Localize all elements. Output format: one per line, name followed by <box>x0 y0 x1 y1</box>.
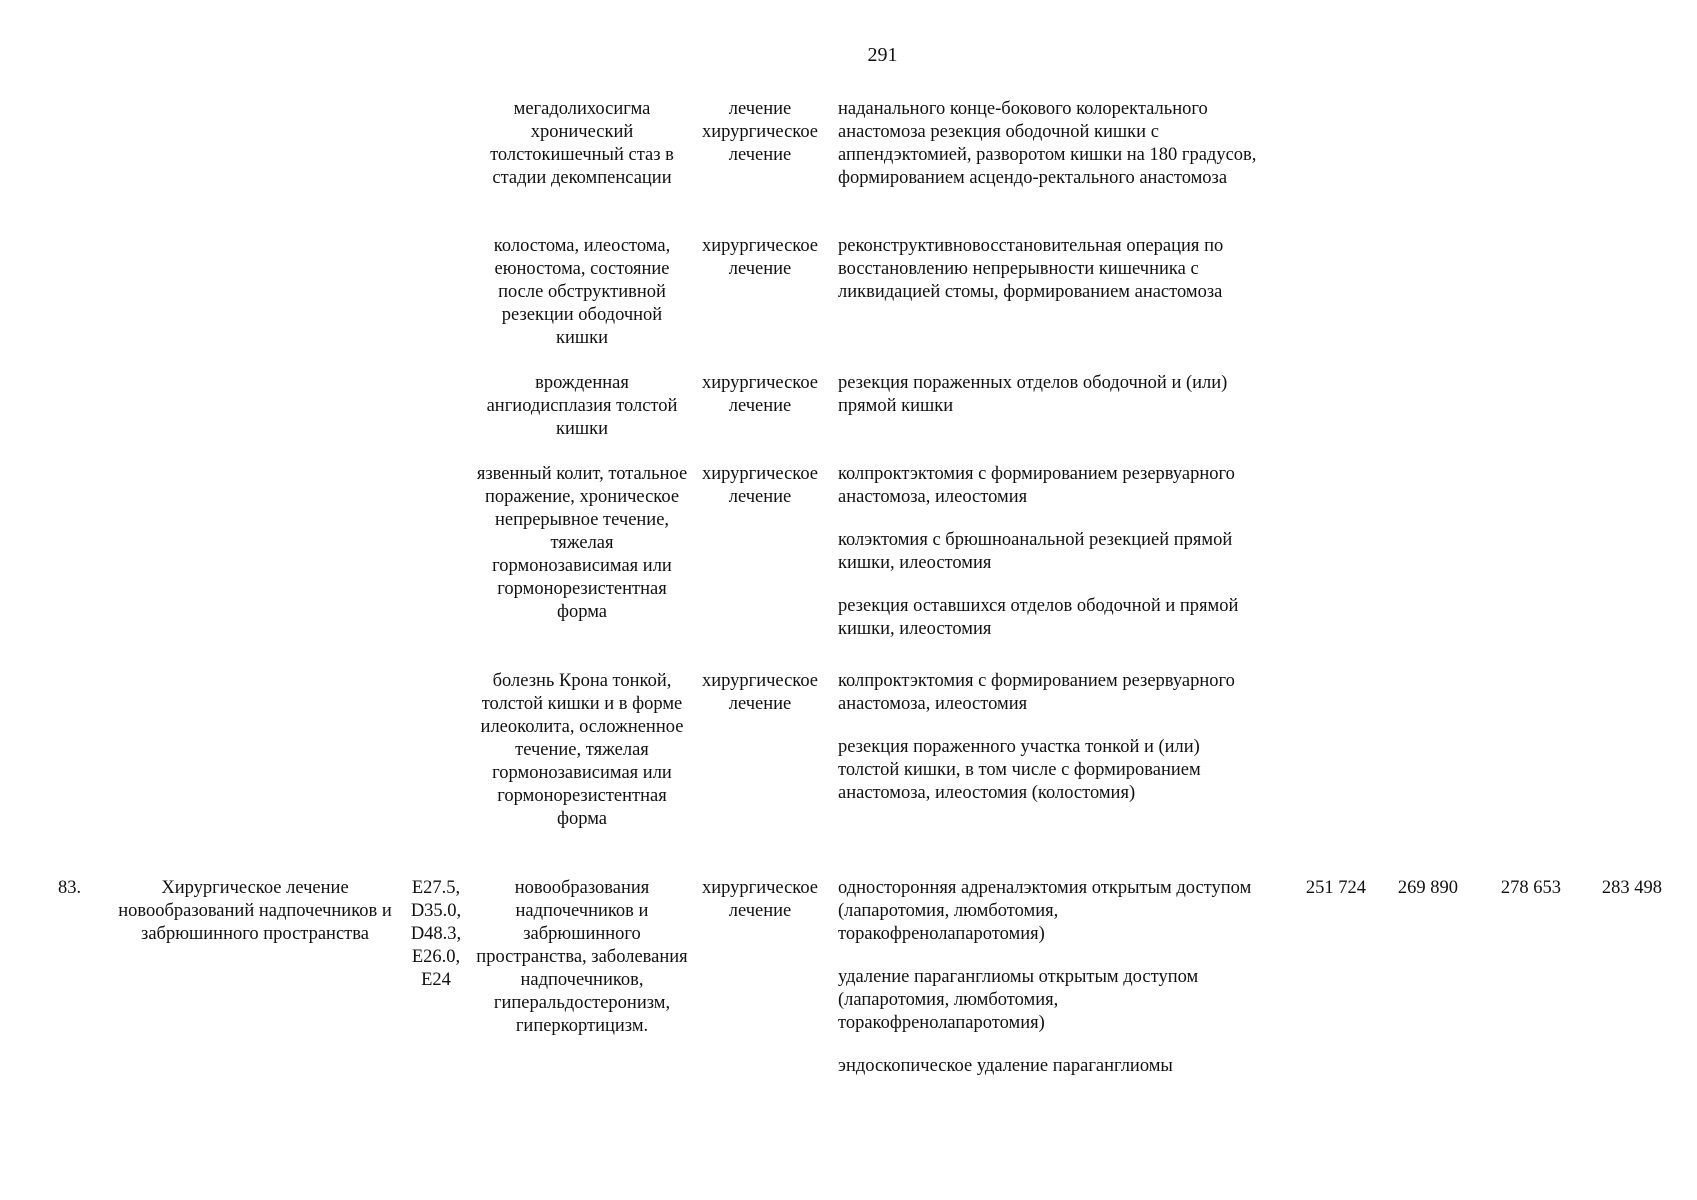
methods-cell <box>838 98 1258 190</box>
disease-cell: болезнь Крона тонкой, толстой кишки и в форме илеоколита, осложненное течение, тяжелая гормонозависимая или гормонорезистентная форма <box>480 671 684 829</box>
page-number: 291 <box>867 44 898 66</box>
treatment-cell: хирургическое лечение <box>701 878 819 921</box>
amount-2: 269 890 <box>1397 878 1458 898</box>
method-item: резекция пораженного участка тонкой и (или) толстой кишки, в том числе с формированием анастомоза, илеостомия (колостомия) <box>838 737 1201 803</box>
amount-1: 251 724 <box>1305 878 1366 898</box>
method-item: колпроктэктомия с формированием резервуарного анастомоза, илеостомия <box>838 671 1235 714</box>
disease-cell: язвенный колит, тотальное поражение, хроническое непрерывное течение, тяжелая гормонозависимая или гормонорезистентная форма <box>476 464 688 622</box>
amount-4: 283 498 <box>1601 878 1662 898</box>
methods-cell <box>838 463 1258 641</box>
method-item: реконструктивновосстановительная операция по восстановлению непрерывности кишечника с ликвидацией стомы, формированием анастомоза <box>838 236 1224 302</box>
method-item: резекция оставшихся отделов ободочной и прямой кишки, илеостомия <box>838 596 1239 639</box>
procedure-name: Хирургическое лечение новообразований надпочечников и забрюшинного пространства <box>118 878 392 944</box>
method-item: резекция пораженных отделов ободочной и (или) прямой кишки <box>838 373 1228 416</box>
disease-cell: врожденная ангиодисплазия толстой кишки <box>486 373 678 439</box>
method-item: удаление параганглиомы открытым доступом (лапаротомия, люмботомия, торакофренолапаротомия) <box>838 967 1199 1033</box>
disease-cell: новообразования надпочечников и забрюшинного пространства, заболевания надпочечников, гиперальдостеронизм, гиперкортицизм. <box>476 878 688 1036</box>
methods-cell <box>838 372 1258 418</box>
methods-cell <box>838 877 1258 1078</box>
methods-cell <box>838 670 1258 805</box>
method-item: колэктомия с брюшноанальной резекцией прямой кишки, илеостомия <box>838 530 1233 573</box>
amount-3: 278 653 <box>1500 878 1561 898</box>
treatment-cell: хирургическое лечение <box>701 671 819 714</box>
method-item: эндоскопическое удаление параганглиомы <box>838 1056 1173 1076</box>
method-item: односторонняя адреналэктомия открытым доступом (лапаротомия, люмботомия, торакофренолапаротомия) <box>838 878 1252 944</box>
methods-cell <box>838 235 1258 304</box>
treatment-cell: хирургическое лечение <box>701 464 819 507</box>
treatment-cell: хирургическое лечение <box>701 236 819 279</box>
method-item: наданального конце-бокового колоректального анастомоза резекция ободочной кишки с аппендэктомией, разворотом кишки на 180 градусов, формированием асцендо-ректального анастомоза <box>838 99 1257 188</box>
icd-codes: E27.5, D35.0, D48.3, E26.0, E24 <box>410 878 462 990</box>
treatment-cell: хирургическое лечение <box>701 373 819 416</box>
row-number: 83. <box>58 878 82 898</box>
disease-cell: колостома, илеостома, еюностома, состояние после обструктивной резекции ободочной кишки <box>493 236 671 348</box>
disease-cell: мегадолихосигма хронический толстокишечный стаз в стадии декомпенсации <box>490 99 674 188</box>
method-item: колпроктэктомия с формированием резервуарного анастомоза, илеостомия <box>838 464 1235 507</box>
treatment-cell: лечение хирургическое лечение <box>701 99 819 165</box>
